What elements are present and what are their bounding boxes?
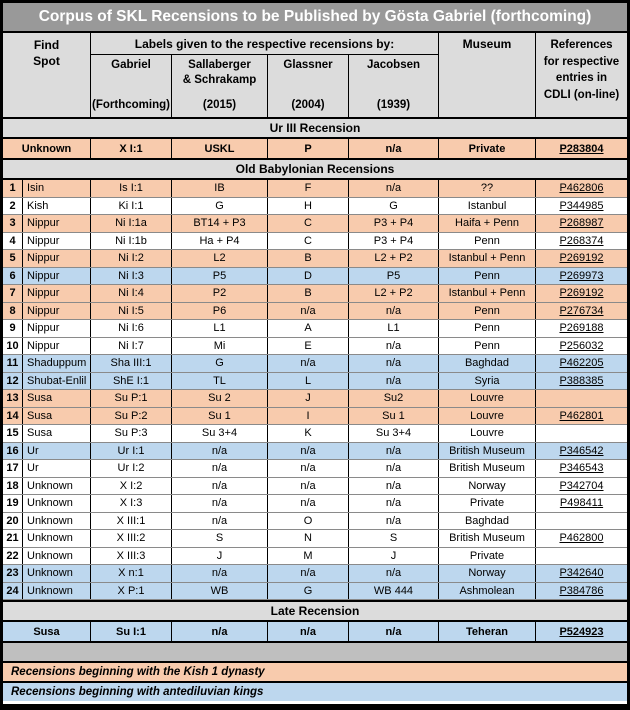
cell-glassner-label: A bbox=[268, 320, 349, 337]
legend-row bbox=[3, 681, 627, 701]
column-header-references bbox=[536, 33, 627, 117]
cell-sallaberger-label: Mi bbox=[172, 338, 268, 355]
cell-glassner-label: H bbox=[268, 198, 349, 215]
cell-museum: Penn bbox=[439, 268, 536, 285]
cdli-reference-link[interactable]: P498411 bbox=[559, 497, 604, 510]
cell-sallaberger-label: WB bbox=[172, 583, 268, 600]
cell-reference bbox=[536, 373, 627, 390]
table-row bbox=[3, 215, 627, 233]
cell-gabriel-label: Ur I:2 bbox=[91, 460, 172, 477]
cell-row-number: 3 bbox=[3, 215, 23, 232]
cell-reference bbox=[536, 460, 627, 477]
cell-row-number: 20 bbox=[3, 513, 23, 530]
cell-gabriel-label: Ni I:3 bbox=[91, 268, 172, 285]
sallaberger-name-line2: & Schrakamp bbox=[182, 73, 257, 86]
cell-jacobsen-label: n/a bbox=[349, 373, 439, 390]
cell-sallaberger-label: USKL bbox=[172, 139, 268, 158]
cell-museum: Louvre bbox=[439, 390, 536, 407]
cdli-reference-link[interactable]: P268987 bbox=[559, 217, 604, 230]
cdli-reference-link[interactable]: P256032 bbox=[559, 339, 604, 352]
section-label: Old Babylonian Recensions bbox=[235, 162, 395, 176]
cell-reference bbox=[536, 530, 627, 547]
cell-find-spot: Susa bbox=[23, 408, 91, 425]
cell-museum: Istanbul + Penn bbox=[439, 250, 536, 267]
cell-gabriel-label: X n:1 bbox=[91, 565, 172, 582]
cdli-reference-link[interactable]: P269973 bbox=[559, 269, 604, 282]
cell-jacobsen-label: n/a bbox=[349, 622, 439, 641]
cell-jacobsen-label: n/a bbox=[349, 303, 439, 320]
cell-reference bbox=[536, 268, 627, 285]
jacobsen-year: (1939) bbox=[376, 99, 411, 112]
section-label: Late Recension bbox=[270, 604, 360, 618]
cell-gabriel-label: X I:3 bbox=[91, 495, 172, 512]
cell-jacobsen-label: n/a bbox=[349, 355, 439, 372]
cdli-reference-link[interactable]: P342704 bbox=[559, 479, 604, 492]
cell-row-number: 17 bbox=[3, 460, 23, 477]
cell-museum: ?? bbox=[439, 180, 536, 197]
cell-jacobsen-label: Su 3+4 bbox=[349, 425, 439, 442]
cell-row-number: 6 bbox=[3, 268, 23, 285]
cdli-reference-link[interactable]: P462801 bbox=[559, 409, 604, 422]
cell-sallaberger-label: P5 bbox=[172, 268, 268, 285]
cell-jacobsen-label: n/a bbox=[349, 443, 439, 460]
table-row bbox=[3, 198, 627, 216]
cell-glassner-label: n/a bbox=[268, 303, 349, 320]
cell-glassner-label: J bbox=[268, 390, 349, 407]
cdli-reference-link[interactable]: P283804 bbox=[559, 142, 604, 155]
cell-reference bbox=[536, 565, 627, 582]
cdli-reference-link[interactable]: P346543 bbox=[559, 462, 604, 475]
cell-reference bbox=[536, 408, 627, 425]
cell-jacobsen-label: n/a bbox=[349, 513, 439, 530]
table-row bbox=[3, 565, 627, 583]
cell-reference bbox=[536, 495, 627, 512]
cell-row-number: 1 bbox=[3, 180, 23, 197]
cell-reference bbox=[536, 250, 627, 267]
cell-reference bbox=[536, 355, 627, 372]
cell-sallaberger-label: BT14 + P3 bbox=[172, 215, 268, 232]
cell-find-spot: Unknown bbox=[23, 548, 91, 565]
cell-row-number: 4 bbox=[3, 233, 23, 250]
cell-row-number: 14 bbox=[3, 408, 23, 425]
cdli-reference-link[interactable]: P344985 bbox=[559, 199, 604, 212]
cell-glassner-label: I bbox=[268, 408, 349, 425]
column-header-jacobsen bbox=[349, 55, 439, 117]
cell-glassner-label: n/a bbox=[268, 443, 349, 460]
cell-reference bbox=[536, 198, 627, 215]
cell-museum: Istanbul + Penn bbox=[439, 285, 536, 302]
cell-gabriel-label: Ni I:1a bbox=[91, 215, 172, 232]
cell-reference bbox=[536, 622, 627, 641]
cell-reference bbox=[536, 139, 627, 158]
table-row bbox=[3, 268, 627, 286]
table-row bbox=[3, 303, 627, 321]
cell-glassner-label: n/a bbox=[268, 478, 349, 495]
table-row bbox=[3, 478, 627, 496]
cell-museum: British Museum bbox=[439, 443, 536, 460]
cell-reference bbox=[536, 180, 627, 197]
cdli-reference-link[interactable]: P462806 bbox=[559, 182, 604, 195]
cell-row-number: 13 bbox=[3, 390, 23, 407]
glassner-name-line1: Glassner bbox=[283, 59, 333, 71]
cell-glassner-label: B bbox=[268, 285, 349, 302]
cell-gabriel-label: Ni I:1b bbox=[91, 233, 172, 250]
cell-museum: Penn bbox=[439, 233, 536, 250]
cell-museum: Louvre bbox=[439, 425, 536, 442]
cell-jacobsen-label: Su2 bbox=[349, 390, 439, 407]
cell-row-number: 23 bbox=[3, 565, 23, 582]
page-title: Corpus of SKL Recensions to be Published by Gösta Gabriel (forthcoming) bbox=[3, 3, 627, 33]
cell-museum: Louvre bbox=[439, 408, 536, 425]
cell-reference bbox=[536, 425, 627, 442]
cell-find-spot: Nippur bbox=[23, 268, 91, 285]
cell-museum: Private bbox=[439, 495, 536, 512]
cell-sallaberger-label: G bbox=[172, 355, 268, 372]
table-row bbox=[3, 180, 627, 198]
cell-row-number: 5 bbox=[3, 250, 23, 267]
cell-jacobsen-label: L1 bbox=[349, 320, 439, 337]
cell-gabriel-label: Su P:1 bbox=[91, 390, 172, 407]
cell-gabriel-label: Su I:1 bbox=[91, 622, 172, 641]
cell-find-spot: Unknown bbox=[23, 565, 91, 582]
cell-jacobsen-label: WB 444 bbox=[349, 583, 439, 600]
cell-museum: Istanbul bbox=[439, 198, 536, 215]
cell-sallaberger-label: P2 bbox=[172, 285, 268, 302]
cell-glassner-label: L bbox=[268, 373, 349, 390]
table-row bbox=[3, 548, 627, 566]
cell-glassner-label: P bbox=[268, 139, 349, 158]
cell-glassner-label: K bbox=[268, 425, 349, 442]
cell-sallaberger-label: n/a bbox=[172, 622, 268, 641]
cell-jacobsen-label: L2 + P2 bbox=[349, 250, 439, 267]
cell-reference bbox=[536, 303, 627, 320]
cell-museum: Teheran bbox=[439, 622, 536, 641]
cell-find-spot: Susa bbox=[3, 622, 91, 641]
cell-jacobsen-label: S bbox=[349, 530, 439, 547]
cell-gabriel-label: X III:1 bbox=[91, 513, 172, 530]
cell-museum: Syria bbox=[439, 373, 536, 390]
cell-row-number: 12 bbox=[3, 373, 23, 390]
cell-glassner-label: B bbox=[268, 250, 349, 267]
cell-glassner-label: n/a bbox=[268, 355, 349, 372]
column-header-labels-by: Labels given to the respective recensions by: bbox=[91, 33, 439, 55]
column-header-find-spot bbox=[3, 33, 91, 117]
jacobsen-name-line1: Jacobsen bbox=[366, 59, 421, 71]
cell-jacobsen-label: P3 + P4 bbox=[349, 215, 439, 232]
cell-sallaberger-label: n/a bbox=[172, 565, 268, 582]
cell-museum: British Museum bbox=[439, 460, 536, 477]
legend-label: Recensions beginning with antediluvian kings bbox=[11, 686, 264, 698]
column-header-glassner bbox=[268, 55, 349, 117]
cdli-reference-link[interactable]: P384786 bbox=[559, 584, 604, 597]
glassner-name bbox=[269, 58, 347, 73]
cell-glassner-label: n/a bbox=[268, 460, 349, 477]
cell-sallaberger-label: G bbox=[172, 198, 268, 215]
cell-find-spot: Nippur bbox=[23, 303, 91, 320]
sallaberger-name bbox=[173, 58, 266, 88]
cdli-reference-link[interactable]: P524923 bbox=[559, 625, 604, 638]
cell-row-number: 15 bbox=[3, 425, 23, 442]
cell-find-spot: Shubat-Enlil bbox=[23, 373, 91, 390]
cell-museum: Penn bbox=[439, 338, 536, 355]
cell-row-number: 11 bbox=[3, 355, 23, 372]
cell-row-number: 10 bbox=[3, 338, 23, 355]
cell-gabriel-label: Ni I:7 bbox=[91, 338, 172, 355]
cell-sallaberger-label: n/a bbox=[172, 513, 268, 530]
legend-label: Recensions beginning with the Kish 1 dynasty bbox=[11, 666, 265, 678]
find-spot-line1: Find bbox=[33, 38, 60, 52]
cell-find-spot: Nippur bbox=[23, 285, 91, 302]
cell-glassner-label: M bbox=[268, 548, 349, 565]
cell-museum: Private bbox=[439, 139, 536, 158]
references-line1: References bbox=[550, 39, 613, 51]
cell-jacobsen-label: Su 1 bbox=[349, 408, 439, 425]
cell-reference bbox=[536, 583, 627, 600]
cell-jacobsen-label: L2 + P2 bbox=[349, 285, 439, 302]
section-header bbox=[3, 158, 627, 180]
cell-find-spot: Ur bbox=[23, 460, 91, 477]
cell-glassner-label: D bbox=[268, 268, 349, 285]
table-body bbox=[3, 117, 627, 701]
table-row bbox=[3, 139, 627, 158]
cell-jacobsen-label: J bbox=[349, 548, 439, 565]
cell-sallaberger-label: Ha + P4 bbox=[172, 233, 268, 250]
cell-row-number: 21 bbox=[3, 530, 23, 547]
cell-row-number: 8 bbox=[3, 303, 23, 320]
gabriel-name-line1: Gabriel bbox=[111, 59, 151, 71]
legend-row bbox=[3, 661, 627, 681]
cell-glassner-label: n/a bbox=[268, 565, 349, 582]
cell-glassner-label: F bbox=[268, 180, 349, 197]
cell-reference bbox=[536, 548, 627, 565]
cell-sallaberger-label: S bbox=[172, 530, 268, 547]
cell-jacobsen-label: P3 + P4 bbox=[349, 233, 439, 250]
table-row bbox=[3, 355, 627, 373]
section-header bbox=[3, 117, 627, 139]
gabriel-year: (Forthcoming) bbox=[92, 99, 170, 112]
table-row bbox=[3, 460, 627, 478]
cell-gabriel-label: Su P:2 bbox=[91, 408, 172, 425]
cdli-reference-link[interactable]: P388385 bbox=[559, 374, 604, 387]
table-row bbox=[3, 443, 627, 461]
table-row bbox=[3, 425, 627, 443]
table-row bbox=[3, 583, 627, 601]
glassner-year: (2004) bbox=[291, 99, 325, 112]
cdli-reference-link[interactable]: P342640 bbox=[559, 567, 604, 580]
cell-find-spot: Unknown bbox=[23, 478, 91, 495]
cdli-reference-link[interactable]: P269192 bbox=[559, 252, 604, 265]
table-row bbox=[3, 250, 627, 268]
cell-find-spot: Kish bbox=[23, 198, 91, 215]
cell-reference bbox=[536, 285, 627, 302]
cell-jacobsen-label: P5 bbox=[349, 268, 439, 285]
table-row bbox=[3, 495, 627, 513]
sallaberger-name-line1: Sallaberger bbox=[188, 59, 251, 71]
cell-jacobsen-label: n/a bbox=[349, 495, 439, 512]
cell-reference bbox=[536, 478, 627, 495]
cell-find-spot: Nippur bbox=[23, 250, 91, 267]
cell-sallaberger-label: P6 bbox=[172, 303, 268, 320]
cdli-reference-link[interactable]: P276734 bbox=[559, 304, 604, 317]
cell-reference bbox=[536, 390, 627, 407]
cell-gabriel-label: Ki I:1 bbox=[91, 198, 172, 215]
cell-gabriel-label: ShE I:1 bbox=[91, 373, 172, 390]
cdli-reference-link[interactable]: P269188 bbox=[559, 322, 604, 335]
cdli-reference-link[interactable]: P346542 bbox=[559, 444, 604, 457]
cell-find-spot: Unknown bbox=[23, 530, 91, 547]
cell-gabriel-label: Ni I:6 bbox=[91, 320, 172, 337]
table-row bbox=[3, 390, 627, 408]
cell-sallaberger-label: L2 bbox=[172, 250, 268, 267]
cell-jacobsen-label: n/a bbox=[349, 338, 439, 355]
cell-find-spot: Unknown bbox=[23, 513, 91, 530]
table-row bbox=[3, 622, 627, 641]
cell-row-number: 9 bbox=[3, 320, 23, 337]
cell-sallaberger-label: n/a bbox=[172, 443, 268, 460]
sallaberger-year: (2015) bbox=[202, 99, 237, 112]
table-row bbox=[3, 233, 627, 251]
cell-jacobsen-label: G bbox=[349, 198, 439, 215]
cell-row-number: 22 bbox=[3, 548, 23, 565]
table-row bbox=[3, 320, 627, 338]
cell-glassner-label: n/a bbox=[268, 495, 349, 512]
cell-reference bbox=[536, 215, 627, 232]
cell-gabriel-label: X I:1 bbox=[91, 139, 172, 158]
cell-sallaberger-label: Su 2 bbox=[172, 390, 268, 407]
cell-gabriel-label: Ni I:5 bbox=[91, 303, 172, 320]
cell-sallaberger-label: Su 3+4 bbox=[172, 425, 268, 442]
cell-museum: Penn bbox=[439, 320, 536, 337]
cell-glassner-label: N bbox=[268, 530, 349, 547]
cell-gabriel-label: Su P:3 bbox=[91, 425, 172, 442]
table-row bbox=[3, 530, 627, 548]
cell-gabriel-label: Ni I:2 bbox=[91, 250, 172, 267]
cell-glassner-label: O bbox=[268, 513, 349, 530]
table-row bbox=[3, 285, 627, 303]
cell-row-number: 7 bbox=[3, 285, 23, 302]
find-spot-line2: Spot bbox=[33, 54, 60, 69]
cell-sallaberger-label: IB bbox=[172, 180, 268, 197]
cell-find-spot: Unknown bbox=[23, 583, 91, 600]
cell-gabriel-label: Ni I:4 bbox=[91, 285, 172, 302]
table-header bbox=[3, 33, 627, 117]
cell-find-spot: Susa bbox=[23, 425, 91, 442]
cell-reference bbox=[536, 233, 627, 250]
cell-row-number: 2 bbox=[3, 198, 23, 215]
cell-museum: Private bbox=[439, 548, 536, 565]
cell-gabriel-label: X III:3 bbox=[91, 548, 172, 565]
cell-sallaberger-label: J bbox=[172, 548, 268, 565]
cell-sallaberger-label: Su 1 bbox=[172, 408, 268, 425]
cdli-reference-link[interactable]: P269192 bbox=[559, 287, 604, 300]
section-label: Ur III Recension bbox=[269, 121, 361, 135]
cell-jacobsen-label: n/a bbox=[349, 460, 439, 477]
cell-find-spot: Unknown bbox=[23, 495, 91, 512]
cell-reference bbox=[536, 513, 627, 530]
cell-row-number: 24 bbox=[3, 583, 23, 600]
cell-glassner-label: C bbox=[268, 233, 349, 250]
cell-jacobsen-label: n/a bbox=[349, 139, 439, 158]
table-row bbox=[3, 513, 627, 531]
cell-sallaberger-label: L1 bbox=[172, 320, 268, 337]
cell-glassner-label: E bbox=[268, 338, 349, 355]
cell-sallaberger-label: n/a bbox=[172, 495, 268, 512]
cell-sallaberger-label: n/a bbox=[172, 478, 268, 495]
cell-glassner-label: G bbox=[268, 583, 349, 600]
column-header-sallaberger bbox=[172, 55, 268, 117]
cell-museum: British Museum bbox=[439, 530, 536, 547]
cell-find-spot: Susa bbox=[23, 390, 91, 407]
cell-sallaberger-label: n/a bbox=[172, 460, 268, 477]
cell-gabriel-label: X P:1 bbox=[91, 583, 172, 600]
cell-find-spot: Nippur bbox=[23, 233, 91, 250]
cell-gabriel-label: Ur I:1 bbox=[91, 443, 172, 460]
cell-find-spot: Ur bbox=[23, 443, 91, 460]
cell-find-spot: Shaduppum bbox=[23, 355, 91, 372]
cdli-reference-link[interactable]: P268374 bbox=[559, 234, 604, 247]
cell-find-spot: Nippur bbox=[23, 338, 91, 355]
cell-find-spot: Nippur bbox=[23, 215, 91, 232]
references-line4: CDLI (on-line) bbox=[543, 89, 620, 102]
references-line3: entries in bbox=[555, 72, 608, 85]
cdli-reference-link[interactable]: P462800 bbox=[559, 532, 604, 545]
cell-gabriel-label: Sha III:1 bbox=[91, 355, 172, 372]
cell-museum: Ashmolean bbox=[439, 583, 536, 600]
cell-museum: Penn bbox=[439, 303, 536, 320]
cell-gabriel-label: X I:2 bbox=[91, 478, 172, 495]
cell-jacobsen-label: n/a bbox=[349, 565, 439, 582]
cell-glassner-label: C bbox=[268, 215, 349, 232]
cell-museum: Baghdad bbox=[439, 513, 536, 530]
cell-row-number: 16 bbox=[3, 443, 23, 460]
cell-museum: Norway bbox=[439, 565, 536, 582]
column-header-gabriel bbox=[91, 55, 172, 117]
section-header bbox=[3, 600, 627, 622]
cell-reference bbox=[536, 443, 627, 460]
cell-find-spot: Isin bbox=[23, 180, 91, 197]
cell-gabriel-label: X III:2 bbox=[91, 530, 172, 547]
cell-glassner-label: n/a bbox=[268, 622, 349, 641]
cell-jacobsen-label: n/a bbox=[349, 478, 439, 495]
cell-museum: Baghdad bbox=[439, 355, 536, 372]
cell-row-number: 18 bbox=[3, 478, 23, 495]
cdli-reference-link[interactable]: P462205 bbox=[559, 357, 604, 370]
cell-museum: Norway bbox=[439, 478, 536, 495]
gabriel-name bbox=[92, 58, 170, 73]
column-header-museum: Museum bbox=[439, 33, 536, 117]
cell-find-spot: Unknown bbox=[3, 139, 91, 158]
cell-reference bbox=[536, 338, 627, 355]
cell-reference bbox=[536, 320, 627, 337]
table-row bbox=[3, 338, 627, 356]
references-line2: for respective bbox=[543, 55, 620, 68]
table-row bbox=[3, 373, 627, 391]
cell-museum: Haifa + Penn bbox=[439, 215, 536, 232]
cell-sallaberger-label: TL bbox=[172, 373, 268, 390]
cell-gabriel-label: Is I:1 bbox=[91, 180, 172, 197]
cell-jacobsen-label: n/a bbox=[349, 180, 439, 197]
cell-find-spot: Nippur bbox=[23, 320, 91, 337]
cell-row-number: 19 bbox=[3, 495, 23, 512]
separator-row bbox=[3, 641, 627, 661]
table-row bbox=[3, 408, 627, 426]
jacobsen-name bbox=[350, 58, 437, 73]
